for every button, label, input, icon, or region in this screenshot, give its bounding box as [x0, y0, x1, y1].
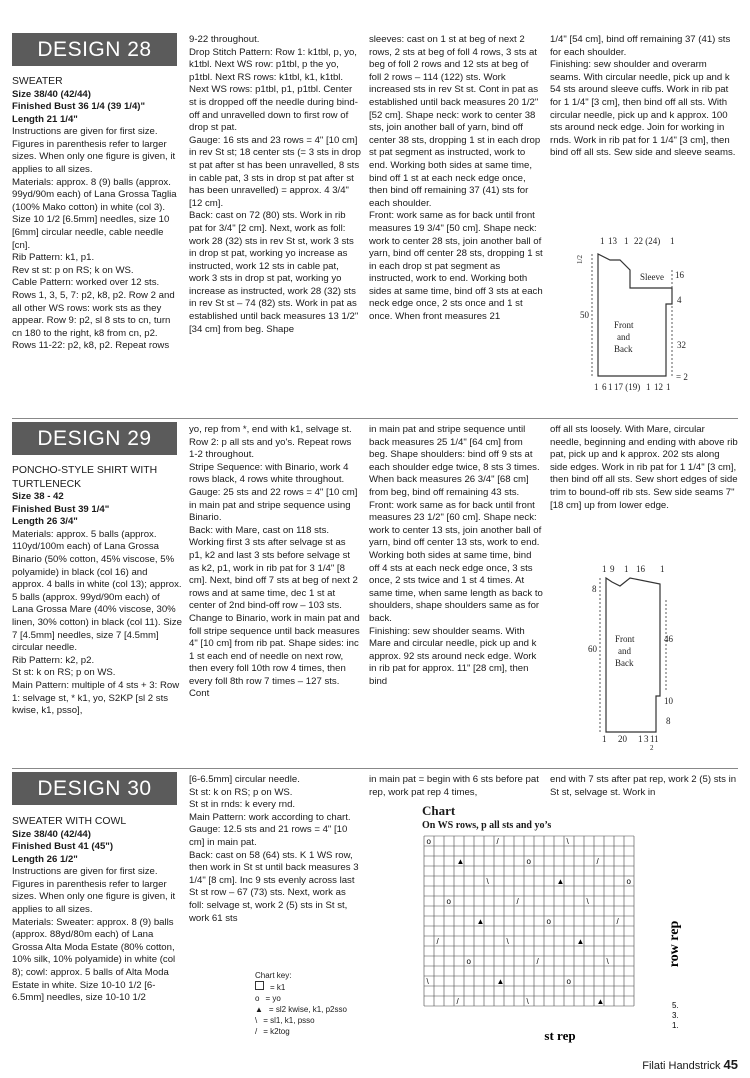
magazine-name: Filati Handstrick — [642, 1060, 721, 1072]
d29-para: off all sts loosely. With Mare, circular needle, beginning and ending with above rib pat, pick up and k approx. 202 sts along side edges. Work in rib pat for 1 1/4" [3 cm], then bind off all sts. Sew short edges of side trim to bound-off rib sts. Sew side seams 7" [18 cm] up from lower edge. — [550, 424, 738, 511]
chart-stitch-symbol: ▲ — [576, 937, 585, 946]
d30-length: Length 26 1/2" — [12, 853, 78, 865]
d28-column-4 — [550, 34, 738, 160]
d28-sch-front: Front — [614, 320, 634, 330]
d29-para: St st: k on RS; p on WS. — [12, 667, 116, 679]
chart-stitch-symbol: / — [516, 897, 519, 906]
d28-sch-bottom: 6 — [602, 382, 607, 392]
st-rep-label: st rep — [544, 1028, 576, 1043]
d28-sch-top: 1 — [670, 236, 675, 246]
key-k2: = k2tog — [263, 1027, 290, 1036]
d28-sch-sleeve-val: 16 — [675, 270, 684, 280]
d28-sch-and: and — [617, 332, 630, 342]
key-yo: = yo — [265, 994, 281, 1003]
d30-para: end with 7 sts after pat rep, work 2 (5) sts in St st, selvage st. Work in — [550, 774, 737, 798]
d28-sch-bottom: 1 — [666, 382, 671, 392]
d29-para: Gauge: 25 sts and 22 rows = 4" [10 cm] in main pat and stripe sequence using Binario. — [189, 486, 358, 524]
d29-sch-bottom: 20 — [618, 734, 627, 744]
d29-column-1 — [12, 464, 182, 718]
d29-para: in main pat and stripe sequence until back measures 25 1/4" [64 cm] from beg. Shape shoulders: bind off 9 sts at each shoulder edge twice, 8 sts 3 times. When back measures 26 3/4" [68 cm] from beg, bind off remaining 43 sts. — [369, 424, 540, 498]
d28-column-2 — [189, 34, 361, 336]
d29-sch-right: 46 — [664, 634, 673, 644]
d29-schematic — [580, 560, 700, 750]
d28-sch-sleeve: Sleeve — [640, 272, 664, 282]
d29-sch-bottom: 1 — [654, 734, 659, 744]
chart-stitch-symbol: o — [566, 977, 571, 986]
d30-para: St st: k on RS; p on WS. — [189, 786, 293, 798]
key-right-slant-icon: / — [255, 1027, 258, 1036]
chart-stitch-symbol: o — [466, 957, 471, 966]
chart-stitch-symbol: / — [436, 937, 439, 946]
d30-column-4 — [550, 774, 738, 799]
chart-stitch-symbol: o — [626, 877, 631, 886]
separator — [12, 418, 738, 419]
d30-chart-key — [255, 970, 365, 1037]
d28-schematic — [570, 230, 740, 395]
d29-para: Stripe Sequence: with Binario, work 4 rows black, 4 rows white throughout. — [189, 461, 349, 486]
chart-stitch-symbol: \ — [506, 937, 509, 946]
d29-sch-top: 1 — [624, 564, 629, 574]
chart-stitch-symbol: o — [526, 857, 531, 866]
d30-column-2 — [189, 774, 361, 925]
d28-para: 9-22 throughout. — [189, 34, 260, 45]
d29-column-4 — [550, 424, 738, 512]
chart-stitch-symbol: / — [496, 837, 499, 846]
d29-sch-bottom: 3 — [644, 734, 649, 744]
d29-column-3 — [369, 424, 543, 688]
d28-sch-top: 22 (24) — [634, 236, 661, 246]
d28-length: Length 21 1/4" — [12, 113, 78, 125]
chart-stitch-symbol: \ — [606, 957, 609, 966]
d29-para: Rib Pattern: k2, p2. — [12, 654, 95, 666]
row-number: 5. — [672, 1001, 679, 1010]
d30-para: in main pat = begin with 6 sts before pat rep, work pat rep 4 times, — [369, 774, 539, 798]
d28-sch-back: Back — [614, 344, 633, 354]
chart-title: Chart — [422, 803, 456, 818]
d29-length: Length 26 3/4" — [12, 516, 78, 528]
d28-column-1 — [12, 75, 182, 353]
d30-para: Gauge: 12.5 sts and 21 rows = 4" [10 cm] in main pat. — [189, 824, 348, 848]
d30-para: Back: cast on 58 (64) sts. K 1 WS row, then work in St st until back measures 3 1/4" [8 cm]. Inc 9 sts evenly across last St st row – 67 (73) sts. Next, work as foll: selvage st, work 2 (5) sts in St st, work 61 sts — [189, 849, 359, 924]
d28-sch-left: 50 — [580, 310, 589, 320]
d29-sch-rightlow2: 8 — [666, 716, 671, 726]
d28-sch-bottom: 1 — [646, 382, 651, 392]
d29-sch-bottom: 1 — [602, 734, 607, 744]
d28-column-3 — [369, 34, 543, 324]
d28-sch-bottom: 1 — [608, 382, 613, 392]
design-30-heading: DESIGN 30 — [12, 772, 177, 805]
d28-sch-bottom: 12 — [654, 382, 663, 392]
separator — [12, 768, 738, 769]
d28-para: Finishing: sew shoulder and overarm seams. With circular needle, pick up and k 54 sts around sleeve cuffs. Work in rib pat for 1 1/4" [3 cm], then bind off all sts. With circular needle, pick up and k approx. 100 sts around neck edge. Join for working in rnds. Work in rib pat for 1 1/4" [3 cm], then bind off all sts. Sew side and sleeve seams. — [550, 59, 736, 159]
d28-para: Instructions are given for first size. Figures in parenthesis refer to larger sizes. When only one figure is given, it applies to all sizes. — [12, 126, 176, 176]
chart-stitch-symbol: \ — [526, 997, 529, 1006]
d28-sch-top: 1 — [600, 236, 605, 246]
chart-stitch-symbol: ▲ — [556, 877, 565, 886]
d28-sch-bottomright: = 2 — [676, 372, 688, 382]
d29-para: Finishing: sew shoulder seams. With Mare and circular needle, pick up and k approx. 92 sts around neck edge. Work in rib pat for approx. 11" [28 cm], then bind — [369, 625, 537, 687]
d29-sch-front: Front — [615, 634, 635, 644]
design-28-heading: DESIGN 28 — [12, 33, 177, 66]
page-number: 45 — [723, 1057, 738, 1072]
chart-stitch-symbol: o — [546, 917, 551, 926]
d29-para: yo, rep from *, end with k1, selvage st. Row 2: p all sts and yo's. Repeat rows 1-2 throughout. — [189, 424, 352, 461]
chart-stitch-symbol: / — [456, 997, 459, 1006]
d28-bust: Finished Bust 36 1/4 (39 1/4)" — [12, 101, 146, 113]
d28-title: SWEATER — [12, 76, 63, 87]
d29-sch-and: and — [618, 646, 631, 656]
d28-para: Rib Pattern: k1, p1. — [12, 252, 95, 264]
d28-para: sleeves: cast on 1 st at beg of next 2 rows, 2 sts at beg of foll 4 rows, 3 sts at beg of foll 2 rows and 12 sts at beg of foll 2 rows – 114 (122) sts. Work increased sts in rev St st. Cont in pat as established until back measures 20 1/2" [52 cm]. Shape neck: work to center 38 sts, join another ball of yarn, bind off center 38 sts, dropping 1 st in each drop st pat segment as instructed, work to end. Working both sides at same time, bind off 1 st at each neck edge once, then bind off remaining 37 (41) sts for each shoulder. — [369, 34, 541, 209]
d29-sch-lefttop: 8 — [592, 584, 597, 594]
chart-stitch-symbol: ▲ — [456, 857, 465, 866]
d30-column-1 — [12, 815, 182, 1005]
d28-para: Gauge: 16 sts and 23 rows = 4" [10 cm] in rev St st; 18 center sts (= 3 sts in drop st pat after st has been unravelled, 8 sts in cable pat, 3 sts in drop st pat after st has been unravelled) = approx. 4 3/4" [12 cm]. — [189, 134, 361, 209]
d30-para: Instructions are given for first size. Figures in parenthesis refer to larger sizes. When only one figure is given, it applies to all sizes. — [12, 866, 176, 916]
d29-column-2 — [189, 424, 361, 701]
d29-sch-back: Back — [615, 658, 634, 668]
key-sk: = sl1, k1, psso — [263, 1016, 315, 1025]
d28-para: 1/4" [54 cm], bind off remaining 37 (41) sts for each shoulder. — [550, 34, 731, 58]
key-s2: = sl2 kwise, k1, p2sso — [268, 1005, 347, 1014]
d28-sch-rightmid: 4 — [677, 295, 682, 305]
chart-stitch-symbol: / — [596, 857, 599, 866]
key-k1: = k1 — [270, 983, 286, 992]
d29-sch-top: 1 — [660, 564, 665, 574]
d28-sch-top: 13 — [608, 236, 617, 246]
d29-title: PONCHO-STYLE SHIRT WITH TURTLENECK — [12, 465, 158, 490]
d28-size: Size 38/40 (42/44) — [12, 88, 91, 100]
chart-stitch-symbol: \ — [586, 897, 589, 906]
key-triangle-icon: ▲ — [255, 1005, 263, 1014]
d28-para: Rev st st: p on RS; k on WS. — [12, 264, 134, 276]
d30-para: Main Pattern: work according to chart. — [189, 811, 351, 823]
chart-stitch-symbol: o — [446, 897, 451, 906]
d29-bust: Finished Bust 39 1/4" — [12, 503, 110, 515]
chart-subtitle: On WS rows, p all sts and yo’s — [422, 820, 552, 831]
d28-sch-bottom: 17 (19) — [614, 382, 641, 392]
d29-sch-rightlow: 10 — [664, 696, 673, 706]
key-left-slant-icon: \ — [255, 1016, 258, 1025]
d28-para: Materials: approx. 8 (9) balls (approx. 99yd/90m each) of Lana Grossa Taglia (100% Mako cotton) in white (col 3). Size 10 1/2 [6.5mm] needles, size 10 [6mm] circular needle, cable needle [cn]. — [12, 176, 177, 251]
page-footer — [642, 1057, 738, 1072]
key-box-icon — [255, 981, 264, 990]
d29-sch-top: 1 — [602, 564, 607, 574]
d29-sch-bottomsub: 2 — [650, 744, 654, 750]
chart-stitch-symbol: \ — [566, 837, 569, 846]
d29-para: Front: work same as for back until front measures 23 1/2" [60 cm]. Shape neck: work to center 13 sts, join another ball of yarn, bind off center 13 sts, work to end. Working both sides at same time, bind off 4 sts at each neck edge once, 3 sts once, 2 sts twice and 1 st 4 times. At same time, when same length as back to shoulders, shape shoulders same as for back. — [369, 499, 543, 624]
chart-stitch-symbol: \ — [486, 877, 489, 886]
d30-para: [6-6.5mm] circular needle. — [189, 774, 300, 785]
d28-sch-lefttop: 1/2 — [576, 255, 584, 264]
d28-para: Cable Pattern: worked over 12 sts. Rows 1, 3, 5, 7: p2, k8, p2. Row 2 and all other WS rows: work sts as they appear. Row 9: p2, sl 8 sts to cn, turn cn 180 to the right, k8 from cn, p2. Rows 11-22: p2, k8, p2. Repeat rows — [12, 277, 175, 352]
d30-column-3 — [369, 774, 543, 799]
chart-stitch-symbol: ▲ — [496, 977, 505, 986]
d30-size: Size 38/40 (42/44) — [12, 828, 91, 840]
key-title: Chart key: — [255, 971, 292, 980]
d29-sch-left: 60 — [588, 644, 597, 654]
row-number: 3. — [672, 1011, 679, 1020]
d30-bust: Finished Bust 41 (45") — [12, 841, 114, 853]
chart-stitch-symbol: ▲ — [596, 997, 605, 1006]
d30-para: Materials: Sweater: approx. 8 (9) balls (approx. 88yd/80m each) of Lana Grossa Alta Moda Estate (80% cotton, 10% silk, 10% polyamide) in white (col 8); cowl: approx. 5 balls of Alta Moda Estate in white. Size 10-10 1/2 [6-6.5mm] needles, size 10-10 1/2 — [12, 916, 176, 1004]
d30-para: St st in rnds: k every rnd. — [189, 799, 296, 811]
d28-sch-top: 1 — [624, 236, 629, 246]
design-29-heading: DESIGN 29 — [12, 422, 177, 455]
chart-stitch-symbol: / — [616, 917, 619, 926]
row-rep-label: row rep — [667, 920, 682, 968]
d29-size: Size 38 - 42 — [12, 491, 64, 502]
chart-stitch-symbol: \ — [426, 977, 429, 986]
chart-stitch-symbol: o — [426, 837, 431, 846]
d28-para: Front: work same as for back until front measures 19 3/4" [50 cm]. Shape neck: work to center 28 sts, join another ball of yarn, bind off center 28 sts, dropping 1 st in each drop st pat segment as instructed, work to end. Working both sides at same time, bind off 3 sts at each neck edge once, 2 sts once and 1 st once. When front measures 21 — [369, 210, 543, 323]
row-number: 1. — [672, 1021, 679, 1030]
d29-para: Materials: approx. 5 balls (approx. 110yd/100m each) of Lana Grossa Binario (50% cotton, 45% viscose, 5% polyamide) in black (col 16) and approx. 4 balls in white (col 13); approx. 5 balls (approx. 99yd/90m each) of Lana Grossa Mare (40% viscose, 30% linen, 30% cotton) in black (col 11). Size 7 [4.5mm] needles, size 7 [4.5mm] circular needle. — [12, 528, 182, 654]
d28-para: Back: cast on 72 (80) sts. Work in rib pat for 3/4" [2 cm]. Next, work as foll: work 28 (32) sts in rev St st, work 3 sts in drop st pat, working yo increase as instructed, work 12 sts in cable pat, work 3 sts in drop st pat, working yo increase as instructed, work 28 (32) sts in rev St st – 74 (82) sts. Work in pat as established until back measures 13 1/2" [34 cm] from beg. Shape — [189, 210, 359, 335]
chart-stitch-symbol: ▲ — [476, 917, 485, 926]
d29-para: Back: with Mare, cast on 118 sts. Working first 3 sts after selvage st as p1, k2 and last 3 sts before selvage st as k2, p1, work in rib pat for 3 1/4" [8 cm]. Next, bind off 7 sts at beg of next 2 rows and at same time, dec 1 st at center of 2nd bind-off row – 103 sts. Change to Binario, work in main pat and foll stripe sequence until back measures 4" [10 cm] from rib pat. Shape sides: inc 1 st each end of needle on next row, then every foll 10th row 4 times, then every foll 8th row 7 times – 127 sts. Cont — [189, 524, 360, 700]
d28-para: Drop Stitch Pattern: Row 1: k1tbl, p, yo, k1tbl. Next WS row: p1tbl, p the yo, p1tbl. Next RS rows: k1tbl, k1, k1tbl. Next WS rows: p1tbl, p1, p1tbl. Center st is dropped off the needle during bind-off and unravelled down to first row of drop st pat. — [189, 46, 358, 134]
d29-sch-top: 16 — [636, 564, 645, 574]
chart-stitch-symbol: / — [536, 957, 539, 966]
d29-sch-bottom: 1 — [638, 734, 643, 744]
d29-para: Main Pattern: multiple of 4 sts + 3: Row 1: selvage st, * k1, yo, S2KP [sl 2 sts kwise, k1, psso], — [12, 679, 180, 717]
d30-title: SWEATER WITH COWL — [12, 816, 127, 827]
d29-sch-top: 9 — [610, 564, 615, 574]
knitting-chart — [420, 834, 692, 1044]
d28-sch-right: 32 — [677, 340, 686, 350]
key-circle-icon: o — [255, 994, 260, 1003]
d29-sch-bottom: 1 — [650, 734, 655, 744]
d28-sch-bottom: 1 — [594, 382, 599, 392]
